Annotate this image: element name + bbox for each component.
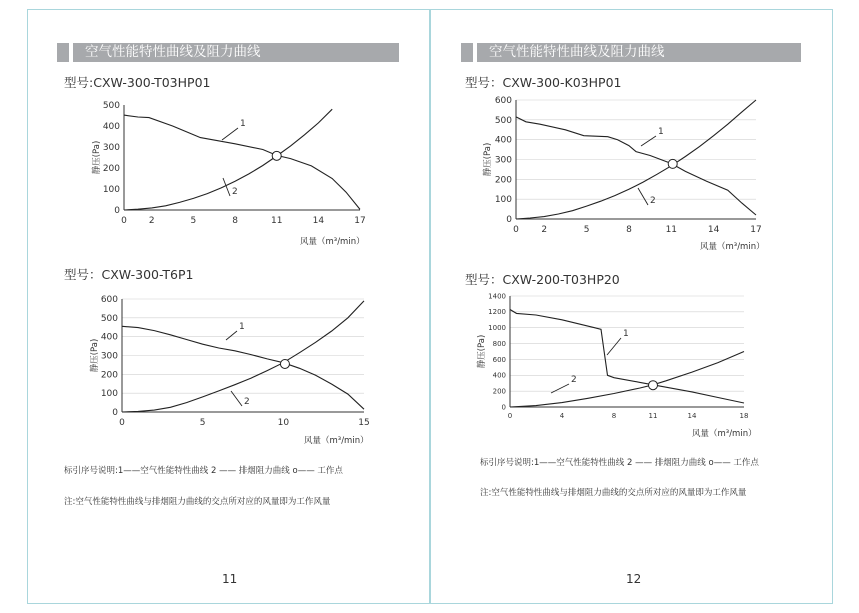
chart3-y-tick-label: 500 <box>494 115 512 126</box>
footnote-right: 注:空气性能特性曲线与排烟阻力曲线的交点所对应的风量即为工作风量 <box>480 488 747 498</box>
chart3-curve-label: 2 <box>650 196 656 206</box>
chart4-x-tick-label: 0 <box>507 412 513 420</box>
chart4-y-tick-label: 0 <box>501 403 506 412</box>
chart4-x-axis-label: 风量（m³/min） <box>692 429 757 439</box>
chart1-curve-label: 1 <box>240 119 246 129</box>
chart1-x-tick-label: 2 <box>148 216 155 226</box>
chart3-y-tick-label: 100 <box>494 195 512 206</box>
chart2-y-tick-label: 600 <box>100 295 118 305</box>
chart3-model-title: 型号：CXW-300-K03HP01 <box>465 75 622 90</box>
chart1-x-tick-label: 8 <box>232 216 238 226</box>
chart2-y-tick-label: 200 <box>100 370 118 381</box>
chart3-y-tick-label: 400 <box>494 135 512 146</box>
chart1-y-tick-label: 400 <box>102 122 120 132</box>
chart1-x-tick-label: 11 <box>270 216 283 226</box>
chart2-y-tick-label: 500 <box>100 313 118 324</box>
chart4-x-tick-label: 18 <box>739 412 749 420</box>
chart2-x-axis-label: 风量（m³/min） <box>304 436 369 446</box>
chart3-y-tick-label: 300 <box>494 155 512 166</box>
chart4-curve-label: 1 <box>623 329 629 339</box>
chart1-x-tick-label: 5 <box>190 216 197 226</box>
chart1-series-1-line <box>124 115 360 209</box>
chart4-y-tick-label: 200 <box>492 387 506 396</box>
chart2-y-tick-label: 300 <box>100 351 118 362</box>
chart4-x-tick-label: 8 <box>611 412 617 420</box>
legend-note-left: 标引序号说明:1——空气性能特性曲线 2 —— 排烟阻力曲线 o—— 工作点 <box>64 466 343 476</box>
chart3-x-tick-label: 11 <box>665 225 678 235</box>
chart1-operating-point <box>272 151 281 160</box>
chart2-x-tick-label: 10 <box>277 418 290 428</box>
chart2-y-tick-label: 400 <box>100 332 118 343</box>
chart3-x-axis-label: 风量（m³/min） <box>700 242 765 252</box>
chart3-operating-point <box>668 159 677 168</box>
chart3-x-tick-label: 0 <box>513 225 519 235</box>
chart1-x-tick-label: 17 <box>354 216 366 226</box>
chart2-operating-point <box>280 359 289 368</box>
chart3-label-leader <box>641 136 656 146</box>
chart1-label-leader <box>222 128 238 140</box>
chart2-y-axis-label: 静压(Pa) <box>90 338 100 373</box>
chart3-x-tick-label: 5 <box>583 225 590 235</box>
chart1-curve-label: 2 <box>232 187 238 197</box>
chart1-y-tick-label: 300 <box>102 143 120 153</box>
chart2-curve-label: 1 <box>239 322 245 332</box>
chart1-y-tick-label: 200 <box>102 164 120 174</box>
chart1-x-tick-label: 0 <box>121 216 127 226</box>
footnote-left: 注:空气性能特性曲线与排烟阻力曲线的交点所对应的风量即为工作风量 <box>64 497 331 507</box>
chart1-x-tick-label: 14 <box>312 216 325 226</box>
chart4-series-1-line <box>510 310 744 404</box>
chart2-x-tick-label: 0 <box>119 418 125 428</box>
chart4-x-tick-label: 4 <box>559 412 565 420</box>
section-title-left: 空气性能特性曲线及阻力曲线 <box>57 43 399 62</box>
chart1-y-tick-label: 500 <box>102 101 120 111</box>
chart3-y-axis-label: 静压(Pa) <box>483 142 493 177</box>
chart3-y-tick-label: 0 <box>506 215 512 225</box>
chart3-x-tick-label: 17 <box>750 225 762 235</box>
chart2-curve-label: 2 <box>244 397 250 407</box>
chart4-y-tick-label: 800 <box>492 339 506 348</box>
chart1-x-axis-label: 风量（m³/min） <box>300 237 365 247</box>
legend-note-right: 标引序号说明:1——空气性能特性曲线 2 —— 排烟阻力曲线 o—— 工作点 <box>480 458 759 468</box>
chart1-series-2-line <box>124 109 332 210</box>
chart2-series-1-line <box>122 326 364 409</box>
chart4-label-leader <box>607 338 621 355</box>
chart2-x-tick-label: 15 <box>358 418 370 428</box>
chart4-y-tick-label: 1000 <box>488 324 506 333</box>
chart2-x-tick-label: 5 <box>199 418 206 428</box>
chart1-y-axis-label: 静压(Pa) <box>92 140 102 175</box>
chart4-y-tick-label: 400 <box>492 371 506 380</box>
chart3-x-tick-label: 2 <box>541 225 548 235</box>
chart3-y-tick-label: 600 <box>494 96 512 106</box>
chart4-x-tick-label: 14 <box>687 412 697 420</box>
chart2-label-leader <box>226 331 237 340</box>
chart3-series-1-line <box>516 117 756 215</box>
page-number-right: 12 <box>626 572 642 586</box>
chart3-label-leader <box>638 188 648 205</box>
chart1-y-tick-label: 0 <box>114 206 120 216</box>
chart4-y-axis-label: 静压(Pa) <box>477 334 487 369</box>
chart4-x-tick-label: 11 <box>648 412 658 420</box>
chart1-y-tick-label: 100 <box>102 185 120 195</box>
chart4-curve-label: 2 <box>571 375 577 385</box>
chart4-y-tick-label: 1200 <box>488 308 506 317</box>
chart3-x-tick-label: 14 <box>707 225 720 235</box>
chart4-operating-point <box>649 381 658 390</box>
section-title-right: 空气性能特性曲线及阻力曲线 <box>461 43 801 62</box>
chart2-y-tick-label: 100 <box>100 389 118 400</box>
chart1-model-title: 型号:CXW-300-T03HP01 <box>64 75 211 90</box>
chart4-series-2-line <box>510 352 744 408</box>
page-number-left: 11 <box>222 572 238 586</box>
chart4-y-tick-label: 600 <box>492 355 506 364</box>
chart4-y-tick-label: 1400 <box>488 292 506 301</box>
chart3-y-tick-label: 200 <box>494 175 512 186</box>
chart2-y-tick-label: 0 <box>112 408 118 418</box>
chart4-model-title: 型号：CXW-200-T03HP20 <box>465 272 620 287</box>
chart3-curve-label: 1 <box>658 127 664 137</box>
chart3-x-tick-label: 8 <box>626 225 632 235</box>
chart4-label-leader <box>551 384 569 393</box>
chart2-model-title: 型号：CXW-300-T6P1 <box>64 267 194 282</box>
